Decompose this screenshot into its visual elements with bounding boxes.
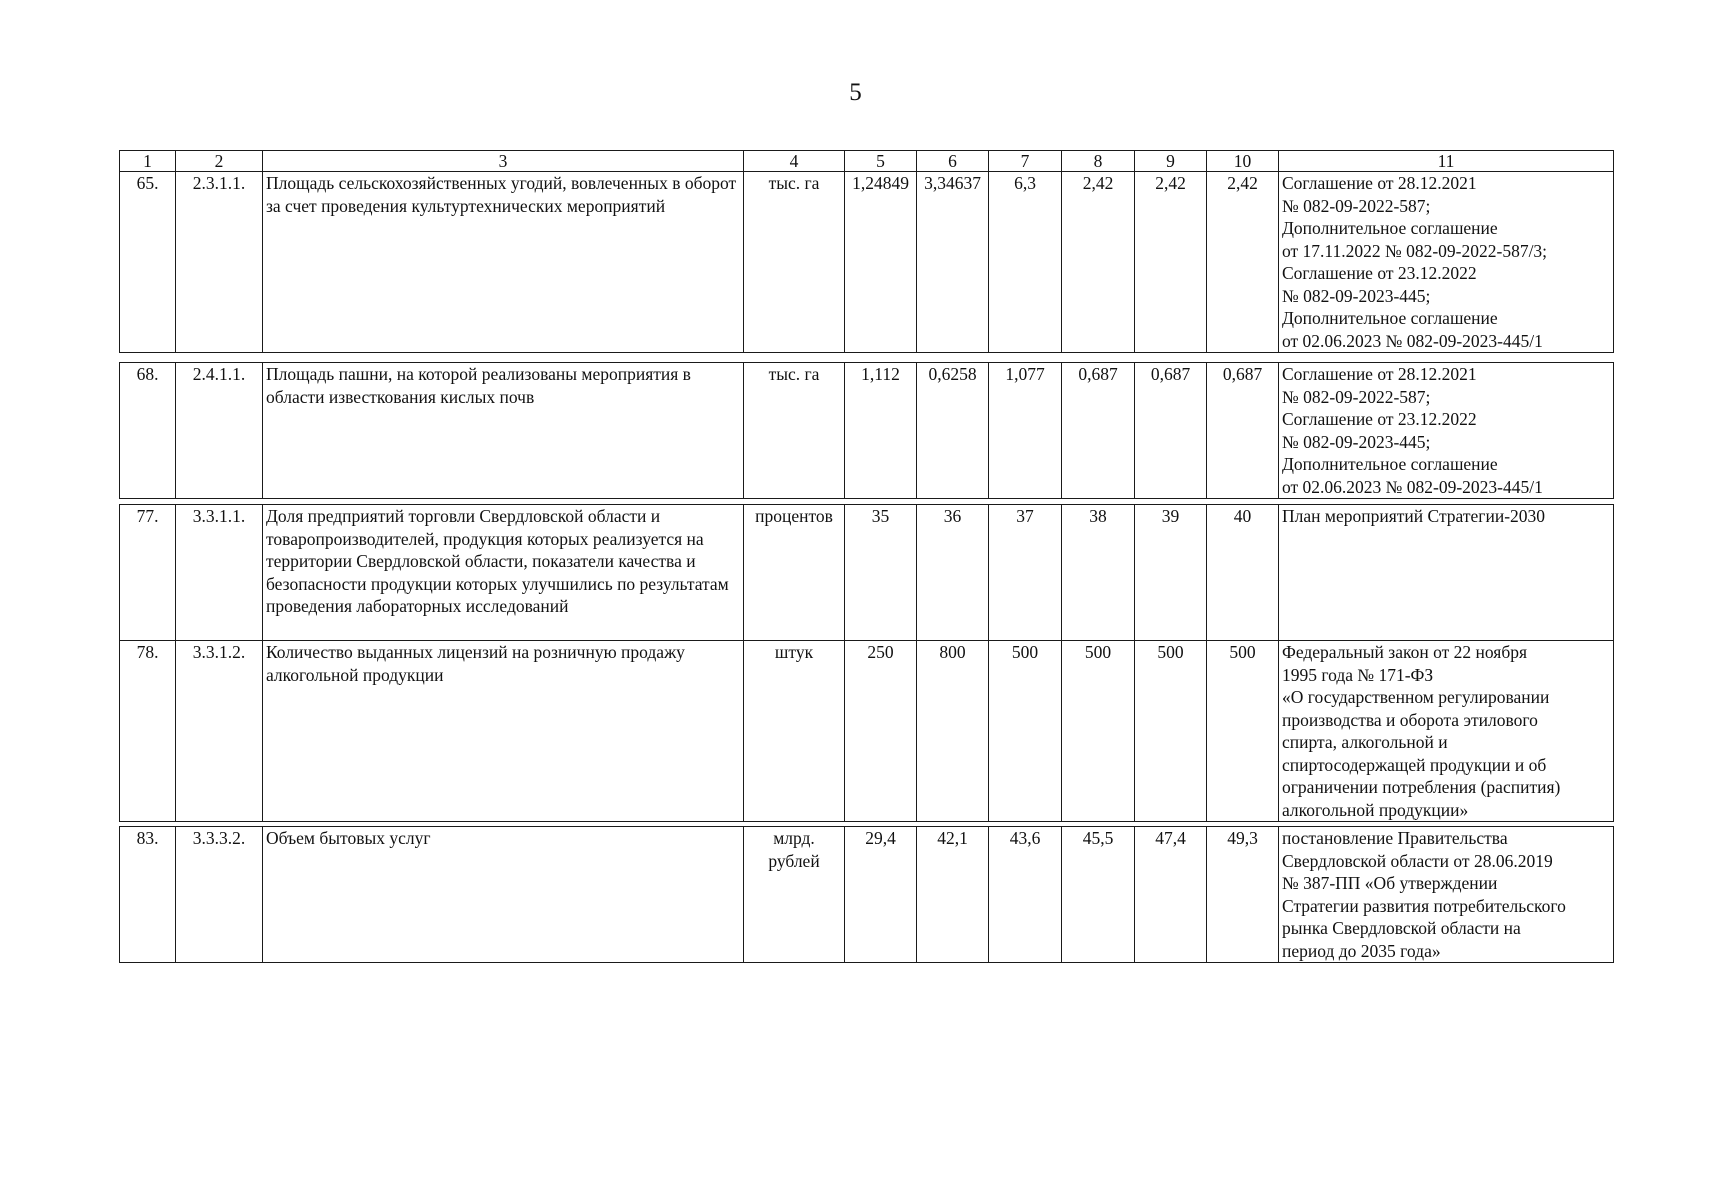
source-line: Федеральный закон от 22 ноября — [1282, 642, 1528, 662]
source-line: Соглашение от 23.12.2022 — [1282, 263, 1477, 283]
unit-line: рублей — [768, 850, 820, 871]
table-row — [120, 363, 1614, 499]
value-col5: 250 — [845, 641, 917, 822]
row-number: 77. — [120, 505, 176, 641]
row-code: 3.3.1.2. — [176, 641, 263, 822]
table-row — [120, 641, 1614, 822]
row-code: 3.3.1.1. — [176, 505, 263, 641]
indicator-table — [119, 504, 1614, 822]
value-col9: 47,4 — [1135, 827, 1207, 963]
indicator-name: Количество выданных лицензий на розничную продажу алкогольной продукции — [263, 641, 744, 822]
value-col9: 500 — [1135, 641, 1207, 822]
value-col10: 500 — [1207, 641, 1279, 822]
header-cell: 8 — [1062, 151, 1135, 172]
row-number: 78. — [120, 641, 176, 822]
unit-cell — [744, 827, 845, 963]
table-block-65 — [119, 150, 1613, 353]
source-line: от 02.06.2023 № 082-09-2023-445/1 — [1282, 330, 1543, 351]
value-col6: 0,6258 — [917, 363, 989, 499]
unit-cell: тыс. га — [744, 172, 845, 353]
source-line: № 082-09-2022-587; — [1282, 386, 1431, 407]
table-block-83 — [119, 826, 1613, 963]
source-line: рынка Свердловской области на — [1282, 918, 1521, 938]
header-cell: 6 — [917, 151, 989, 172]
source-line: производства и оборота этилового — [1282, 709, 1538, 730]
indicator-table — [119, 362, 1614, 499]
source-line: период до 2035 года» — [1282, 940, 1441, 961]
source-line: Свердловской области от 28.06.2019 — [1282, 850, 1553, 871]
source-line: постановление Правительства — [1282, 828, 1508, 848]
source-line: № 082-09-2022-587; — [1282, 195, 1431, 216]
value-col6: 800 — [917, 641, 989, 822]
indicator-name: Площадь сельскохозяйственных угодий, вовлеченных в оборот за счет проведения культуртехнических мероприятий — [263, 172, 744, 353]
source-line: от 17.11.2022 № 082-09-2022-587/3; — [1282, 240, 1548, 261]
source-line: Дополнительное соглашение — [1282, 454, 1498, 474]
source-line: План мероприятий Стратегии-2030 — [1282, 506, 1546, 526]
row-number: 65. — [120, 172, 176, 353]
value-col5: 35 — [845, 505, 917, 641]
source-line: Соглашение от 23.12.2022 — [1282, 409, 1477, 429]
header-cell: 9 — [1135, 151, 1207, 172]
source-line: № 387-ПП «Об утверждении — [1282, 873, 1498, 893]
value-col9: 0,687 — [1135, 363, 1207, 499]
source-line: от 02.06.2023 № 082-09-2023-445/1 — [1282, 476, 1543, 497]
indicator-name: Доля предприятий торговли Свердловской области и товаропроизводителей, продукция которых реализуется на территории Свердловской области, показатели качества и безопасности продукции которых улучшились по результатам проведения лабораторных исследований — [263, 505, 744, 641]
header-cell: 2 — [176, 151, 263, 172]
value-col6: 36 — [917, 505, 989, 641]
value-col7: 6,3 — [989, 172, 1062, 353]
unit-line: млрд. — [773, 828, 815, 848]
value-col7: 37 — [989, 505, 1062, 641]
source-line: № 082-09-2023-445; — [1282, 285, 1431, 306]
indicator-name: Площадь пашни, на которой реализованы мероприятия в области известкования кислых почв — [263, 363, 744, 499]
source-document — [1279, 363, 1614, 499]
source-line: «О государственном регулировании — [1282, 687, 1550, 707]
source-line: Соглашение от 28.12.2021 — [1282, 173, 1477, 193]
header-cell: 10 — [1207, 151, 1279, 172]
value-col10: 40 — [1207, 505, 1279, 641]
header-cell: 3 — [263, 151, 744, 172]
source-line: № 082-09-2023-445; — [1282, 431, 1431, 452]
value-col8: 0,687 — [1062, 363, 1135, 499]
table-block-77-78 — [119, 504, 1613, 822]
source-document — [1279, 827, 1614, 963]
value-col5: 1,24849 — [845, 172, 917, 353]
source-line: Соглашение от 28.12.2021 — [1282, 364, 1477, 384]
value-col7: 43,6 — [989, 827, 1062, 963]
unit-cell: процентов — [744, 505, 845, 641]
source-line: Стратегии развития потребительского — [1282, 895, 1566, 916]
value-col8: 45,5 — [1062, 827, 1135, 963]
row-code: 3.3.3.2. — [176, 827, 263, 963]
value-col5: 29,4 — [845, 827, 917, 963]
page-number: 5 — [849, 79, 862, 106]
value-col9: 2,42 — [1135, 172, 1207, 353]
source-document — [1279, 641, 1614, 822]
table-header-row — [120, 151, 1614, 172]
unit-cell: штук — [744, 641, 845, 822]
table-block-68 — [119, 362, 1613, 499]
unit-cell: тыс. га — [744, 363, 845, 499]
source-document — [1279, 172, 1614, 353]
source-line: спирта, алкогольной и — [1282, 732, 1448, 752]
source-line: Дополнительное соглашение — [1282, 308, 1498, 328]
row-number: 83. — [120, 827, 176, 963]
indicator-table — [119, 826, 1614, 963]
value-col5: 1,112 — [845, 363, 917, 499]
row-number: 68. — [120, 363, 176, 499]
value-col7: 500 — [989, 641, 1062, 822]
header-cell: 5 — [845, 151, 917, 172]
source-line: ограничении потребления (распития) — [1282, 777, 1561, 797]
row-code: 2.4.1.1. — [176, 363, 263, 499]
value-col8: 2,42 — [1062, 172, 1135, 353]
value-col8: 500 — [1062, 641, 1135, 822]
source-line: спиртосодержащей продукции и об — [1282, 754, 1547, 775]
source-line: Дополнительное соглашение — [1282, 218, 1498, 238]
value-col6: 3,34637 — [917, 172, 989, 353]
header-cell: 11 — [1279, 151, 1614, 172]
header-cell: 7 — [989, 151, 1062, 172]
value-col7: 1,077 — [989, 363, 1062, 499]
table-row — [120, 827, 1614, 963]
indicator-table — [119, 150, 1614, 353]
header-cell: 1 — [120, 151, 176, 172]
value-col10: 49,3 — [1207, 827, 1279, 963]
value-col6: 42,1 — [917, 827, 989, 963]
source-line: алкогольной продукции» — [1282, 799, 1469, 820]
header-cell: 4 — [744, 151, 845, 172]
source-line: 1995 года № 171-ФЗ — [1282, 664, 1434, 685]
table-row — [120, 505, 1614, 641]
value-col9: 39 — [1135, 505, 1207, 641]
source-document — [1279, 505, 1614, 641]
value-col8: 38 — [1062, 505, 1135, 641]
row-code: 2.3.1.1. — [176, 172, 263, 353]
table-row — [120, 172, 1614, 353]
value-col10: 0,687 — [1207, 363, 1279, 499]
value-col10: 2,42 — [1207, 172, 1279, 353]
indicator-name: Объем бытовых услуг — [263, 827, 744, 963]
